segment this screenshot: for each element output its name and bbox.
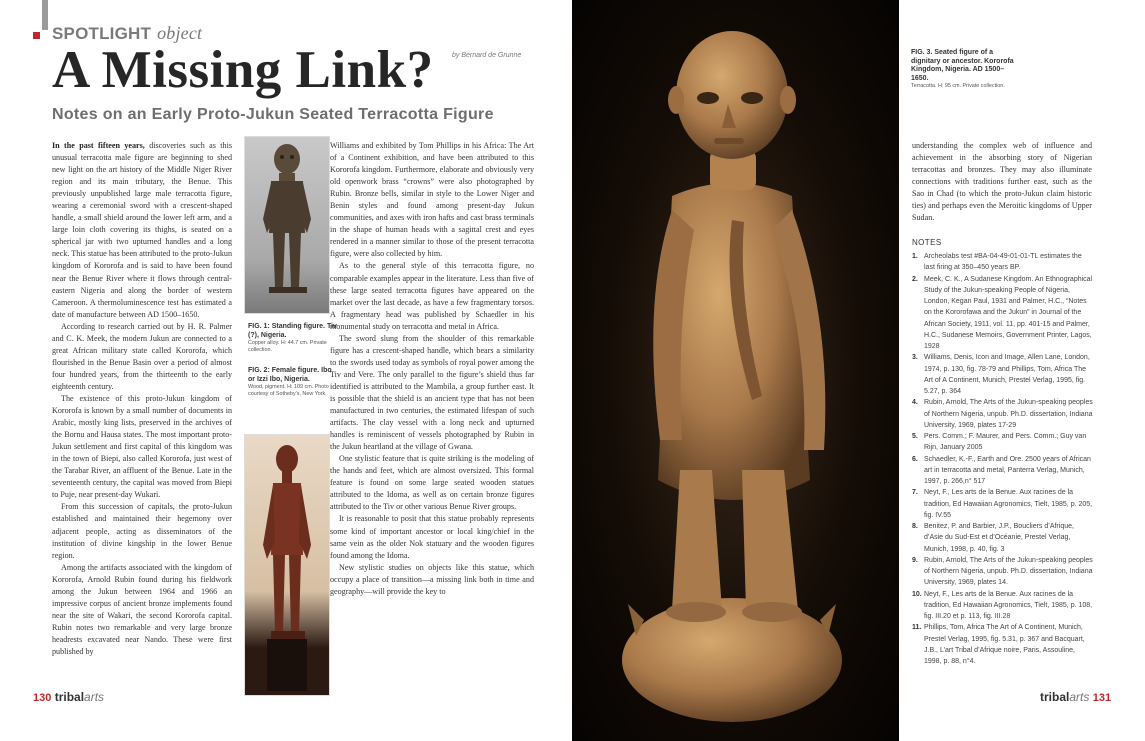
note-item [912, 454, 1094, 488]
note-number: 7. [912, 489, 918, 497]
note-text: Meek, C. K., A Sudanese Kingdom. An Ethnographical Study of the Jukun-speaking People of Nigeria, London, Kegan Paul, 1931 and Palmer, H.C., “Notes on the Kororofawa and the Jukun” in Journal of the African Society, 1911, vol. 11, pp. 401-15 and Palmer, H.C., Sudanese Memoirs, Government Printer, Lagos, 1928 [924, 275, 1093, 350]
fig2-caption-body: Wood, pigment. H: 109 cm. Photo courtesy of Sotheby’s, New York. [248, 384, 329, 397]
note-item [912, 521, 1094, 555]
header-gray-bar [42, 0, 48, 30]
paragraph-text: discoveries such as this unusual terracotta male figure are beginning to shed new light on the art history of the Middle Niger River region and its main tributary, the Benue. This previously unpublished large male terracotta figure, wearing a ceremonial sword with a crescent-shaped handle, a small shield around the lower left arm, and a large loin cloth covering its thighs, is seated on a spherical jar with two upturned handles and a long neck. This statue has been attributed to the proto-Jukun kingdom of Kororofa and is said to have been found near the Benue River where it flows through central-eastern Nigeria and along the border of western Cameroon. A thermoluminescence test has estimated a date of manufacture between AD 1500–1650. [52, 141, 232, 319]
fig1-caption-title: FIG. 1: Standing figure. Tiv (?), Nigeria. [248, 323, 337, 339]
fig1-standing-figure-photo [244, 136, 330, 314]
notes-list [912, 251, 1094, 667]
fig3-caption-body: Terracotta. H: 95 cm. Private collection. [911, 83, 1005, 89]
note-number: 1. [912, 253, 918, 260]
note-number: 4. [912, 399, 918, 407]
note-item [912, 622, 1094, 667]
note-text: Phillips, Tom, Africa The Art of A Continent, Munich, Prestel Verlag, 1995, fig. 5.31, p. 367 and Bacquart, J.B., L’art Tribal d’Afrique noire, Paris, Assouline, 1998, p. 88, n°4. [924, 624, 1085, 665]
note-text: Neyt, F., Les arts de la Benue. Aux racines de la tradition, Ed Hawaiian Agronomics, Tielt, 1985, p. 205, fig. IV.55 [924, 489, 1093, 519]
note-item [912, 487, 1094, 521]
magazine-name-arts: arts [84, 690, 105, 704]
note-item [912, 352, 1094, 397]
red-square-marker [33, 32, 40, 39]
fig2-female-figure-photo [244, 434, 330, 696]
note-text: Schaedler, K.-F., Earth and Ore. 2500 years of African art in terracotta and metal, Panterra Verlag, Munich, 1997, p. 266,n° 517 [924, 455, 1091, 485]
note-item [912, 589, 1094, 623]
paragraph: It is reasonable to posit that this statue probably represents some kind of important ancestor or local king/chief in the same vein as the older Nok statuary and the wooden figures found among the Idoma. [330, 514, 534, 560]
paragraph: Williams and exhibited by Tom Phillips in his Africa: The Art of a Continent exhibition, and have been attributed to this Kororofa kingdom. Furthermore, elaborate and obviously very old openwork brass “crowns” were also photographed by Rubin. Bronze bells, similar in style to the Lower Niger and Benin styles and found among present-day Jukun communities, and axes with iron hafts and cast brass terminals in the shape of human heads with a sagittal crest and eyes rendered in a manner similar to those of the present terracotta figure, were also collected by him. [330, 141, 534, 259]
text-column-1 [52, 140, 232, 658]
kicker-bold: SPOTLIGHT [52, 24, 152, 43]
note-number: 6. [912, 455, 918, 463]
note-number: 9. [912, 556, 918, 564]
note-text: Pers. Comm.; F. Maurer, and Pers. Comm.; Guy van Rijn, January 2005 [924, 433, 1087, 452]
fig3-caption [911, 49, 1021, 90]
article-title: A Missing Link? [52, 41, 434, 99]
note-number: 5. [912, 433, 918, 440]
magazine-name-tribal: tribal [54, 690, 85, 704]
text-column-2 [330, 140, 534, 598]
magazine-name-tribal: tribal [1040, 690, 1070, 704]
note-text: Archeolabs test #BA-04-49-01-01-TL estimates the last firing at 350–450 years BP. [924, 253, 1082, 272]
paragraph: According to research carried out by H. R. Palmer and C. K. Meek, the modern Jukun are connected to a great African military state called Kororofa, which flourished in the Benue Basin over a period of almost four hundred years, from the thirteenth to the early eighteenth century. [52, 321, 232, 391]
folio-right [1040, 690, 1111, 704]
kicker-italic: object [157, 23, 203, 43]
note-text: Rubin, Arnold, The Arts of the Jukun-speaking peoples of Northern Nigeria, unpub. Ph.D. dissertation, Indiana University, 1969, plates 14. [924, 556, 1093, 587]
paragraph: Among the artifacts associated with the kingdom of Kororofa, Arnold Rubin found during his fieldwork among the Jukun between 1964 and 1966 an impressive corpus of ancient bronze implements found near the site of Wakari, the second Kororofa capital. Rubin notes two remarkable and very large bronze headrests excavated near Nando. These were first published by [52, 562, 232, 656]
notes-heading: NOTES [912, 238, 942, 247]
fig2-caption-title: FIG. 2: Female figure. Ibo or Izzi Ibo, Nigeria. [248, 367, 332, 383]
note-text: Rubin, Arnold, The Arts of the Jukun-speaking peoples of Northern Nigeria, unpub. Ph.D. dissertation, Indiana University, 1969, plates 17-29 [924, 399, 1093, 429]
note-item [912, 397, 1094, 431]
paragraph [52, 140, 232, 321]
page-number-left: 130 [33, 692, 52, 704]
folio-left [33, 690, 104, 704]
note-number: 2. [912, 275, 918, 283]
magazine-name-arts: arts [1069, 690, 1090, 704]
note-item [912, 274, 1094, 353]
paragraph: The existence of this proto-Jukun kingdom of Kororofa is known by a small number of documents in Arabic, mostly king lists, preserved in the archives of the Bornu and Hausa states. The most important proto-Jukun settlement and first capital of this kingdom was in the town of Biepi, also called Kororofa, just west of the Tarabar River, an affluent of the Benue. Late in the seventeenth century, the capital was moved from Biepi to Puje, near present-day Wukari. [52, 393, 232, 500]
paragraph: As to the general style of this terracotta figure, no comparable examples appear in the literature. Less than five of these large seated terracotta figures have appeared on the market over the last decade, as have a few fragmentary torsos. A fragmentary head was published by Schaedler in his monumental study on terracotta and metal in Africa. [330, 261, 534, 331]
note-item [912, 555, 1094, 589]
note-number: 10. [912, 590, 922, 598]
fig3-caption-title: FIG. 3. Seated figure of a dignitary or ancestor. Kororofa Kingdom, Nigeria. AD 1500–1650. [911, 49, 1014, 82]
lead-in: In the past fifteen years, [52, 141, 145, 150]
paragraph: The sword slung from the shoulder of this remarkable figure has a crescent-shaped handle, which bears a similarity to the swords used today as symbols of royal power among the Tiv and Vere. The only parallel to the figure’s shield thus far identified is attributed to the Mambila, a group further east. It is possible that the shield is an ancient type that has not been manufactured in two centuries, the estimated lifespan of such artifacts. The clay vessel with a long neck and upturned handles is reminiscent of vessels photographed by Rubin in the Jukun heartland at the village of Gwana. [330, 333, 534, 452]
note-item [912, 431, 1094, 454]
page-number-right: 131 [1092, 692, 1112, 704]
paragraph: From this succession of capitals, the proto-Jukun established and maintained their hegemony over adjacent people, acting as disseminators of the institution of divine kingship in the lower Benue region. [52, 502, 232, 560]
paragraph: understanding the complex web of influence and achievement in the absorbing story of Nigerian terracottas and bronzes. They may also illuminate connections with traditions further east, such as the Sao in Chad (to which the proto-Jukun claim historic ties) and perhaps even the Meroitic kingdoms of Upper Sudan. [912, 141, 1092, 223]
byline: by Bernard de Grunne [452, 52, 522, 59]
note-text: Williams, Denis, Icon and Image, Allen Lane, London, 1974, p. 130, fig. 78-79 and Phillips, Tom, Africa The Art of A Continent, Munich, Prestel Verlag, 1995, fig. 5.27, p. 364 [924, 354, 1090, 395]
article-subtitle: Notes on an Early Proto-Jukun Seated Terracotta Figure [52, 106, 494, 123]
fig2-caption [248, 367, 338, 398]
note-text: Benitez, P. and Barbier, J.P., Boucliers d’Afrique, d’Asie du Sud-Est et d’Océanie, Prestel Verlag, Munich, 1998, p. 40, fig. 3 [924, 523, 1074, 553]
text-column-3 [912, 140, 1092, 224]
paragraph: One stylistic feature that is quite striking is the modeling of the hands and feet, which are almost oversized. This formal feature is found on some large seated wooden statues attributed to the Idoma, as well as on certain bronze figures attributed to the Tiv or other various Benue River groups. [330, 454, 534, 512]
note-number: 8. [912, 523, 918, 530]
note-text: Neyt, F., Les arts de la Benue. Aux racines de la tradition, Ed Hawaiian Agronomics, Tielt, 1985, p. 108, fig. III.20 et p. 113, fig. III.28 [924, 590, 1093, 620]
paragraph: New stylistic studies on objects like this statue, which occupy a place of transition—a missing link both in time and geography—will provide the key to [330, 562, 534, 596]
fig1-caption [248, 323, 338, 354]
note-number: 3. [912, 354, 918, 362]
fig3-seated-figure-photo [572, 0, 899, 741]
note-item [912, 251, 1094, 274]
note-number: 11. [912, 624, 922, 632]
fig1-caption-body: Copper alloy. H: 44.7 cm. Private collection. [248, 340, 327, 353]
